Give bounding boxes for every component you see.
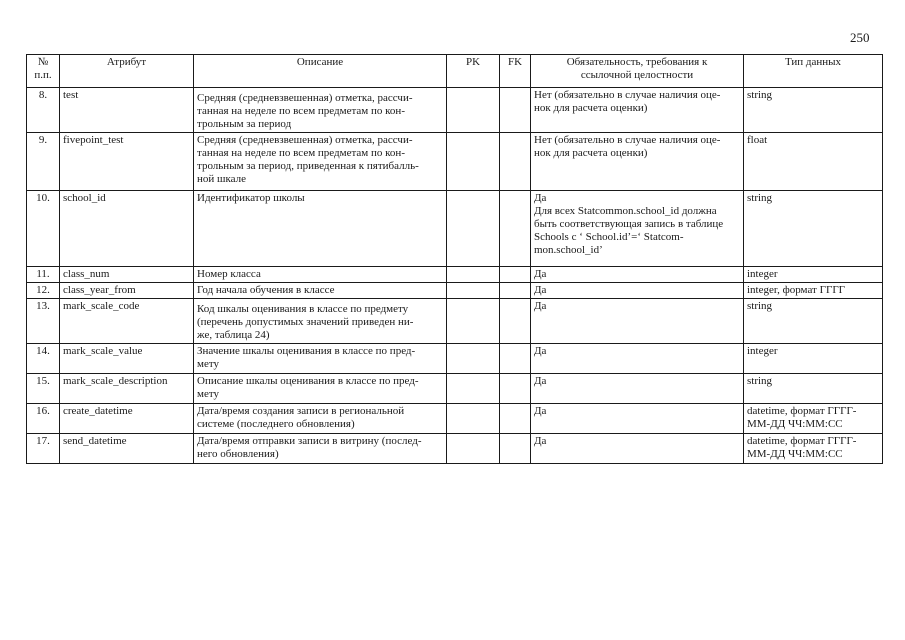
cell-fk (500, 299, 531, 344)
cell-fk (500, 88, 531, 133)
cell-description: Дата/время создания записи в региональной системе (последнего обновления) (194, 404, 447, 434)
cell-num: 14. (27, 344, 60, 374)
table-row (27, 344, 883, 374)
cell-fk (500, 283, 531, 299)
cell-fk (500, 434, 531, 464)
table-row (27, 88, 883, 133)
cell-description: Описание шкалы оценивания в классе по пред- мету (194, 374, 447, 404)
cell-pk (447, 88, 500, 133)
cell-attribute: create_datetime (60, 404, 194, 434)
cell-description: Код шкалы оценивания в классе по предмету (перечень допустимых значений приведен ни- же, таблица 24) (194, 299, 447, 344)
cell-description: Год начала обучения в классе (194, 283, 447, 299)
table-row (27, 191, 883, 267)
cell-description: Средняя (средневзвешенная) отметка, рассчи- танная на неделе по всем предметам по кон- трольным за период (194, 88, 447, 133)
cell-pk (447, 374, 500, 404)
cell-fk (500, 344, 531, 374)
cell-attribute: class_year_from (60, 283, 194, 299)
cell-attribute: mark_scale_value (60, 344, 194, 374)
table-row (27, 283, 883, 299)
cell-requirement: Да (531, 434, 744, 464)
cell-description: Дата/время отправки записи в витрину (послед- него обновления) (194, 434, 447, 464)
header-requirement: Обязательность, требования к ссылочной целостности (531, 55, 744, 88)
cell-attribute: school_id (60, 191, 194, 267)
cell-pk (447, 267, 500, 283)
cell-pk (447, 283, 500, 299)
table-row (27, 299, 883, 344)
cell-fk (500, 404, 531, 434)
cell-type: datetime, формат ГГГГ- ММ-ДД ЧЧ:ММ:СС (744, 404, 883, 434)
header-num: № п.п. (27, 55, 60, 88)
cell-requirement: Да (531, 404, 744, 434)
cell-description: Средняя (средневзвешенная) отметка, рассчи- танная на неделе по всем предметам по кон- трольным за период, приведенная к пятибалль- ной шкале (194, 133, 447, 191)
cell-type: integer (744, 267, 883, 283)
cell-attribute: test (60, 88, 194, 133)
cell-requirement: Да (531, 299, 744, 344)
cell-requirement: Да (531, 344, 744, 374)
table-header-row (27, 55, 883, 88)
cell-num: 17. (27, 434, 60, 464)
cell-pk (447, 404, 500, 434)
cell-type: string (744, 374, 883, 404)
cell-pk (447, 133, 500, 191)
cell-description: Значение шкалы оценивания в классе по пред- мету (194, 344, 447, 374)
cell-num: 16. (27, 404, 60, 434)
cell-attribute: mark_scale_code (60, 299, 194, 344)
page-number: 250 (850, 30, 870, 45)
cell-type: string (744, 191, 883, 267)
cell-fk (500, 133, 531, 191)
cell-type: integer, формат ГГГГ (744, 283, 883, 299)
cell-description: Идентификатор школы (194, 191, 447, 267)
cell-pk (447, 191, 500, 267)
table-row (27, 267, 883, 283)
table-row (27, 434, 883, 464)
cell-num: 11. (27, 267, 60, 283)
cell-attribute: mark_scale_description (60, 374, 194, 404)
cell-num: 9. (27, 133, 60, 191)
cell-num: 12. (27, 283, 60, 299)
cell-pk (447, 344, 500, 374)
cell-pk (447, 299, 500, 344)
cell-requirement: Да Для всех Statcommon.school_id должна быть соответствующая запись в таблице Schools с ‘ School.id’=‘ Statcom- mon.school_id’ (531, 191, 744, 267)
cell-type: float (744, 133, 883, 191)
cell-num: 10. (27, 191, 60, 267)
cell-num: 15. (27, 374, 60, 404)
cell-type: string (744, 88, 883, 133)
cell-pk (447, 434, 500, 464)
attribute-table (26, 54, 883, 464)
cell-type: integer (744, 344, 883, 374)
table-row (27, 404, 883, 434)
cell-attribute: fivepoint_test (60, 133, 194, 191)
table-row (27, 133, 883, 191)
header-fk: FK (500, 55, 531, 88)
header-attribute: Атрибут (60, 55, 194, 88)
cell-fk (500, 191, 531, 267)
cell-attribute: class_num (60, 267, 194, 283)
cell-requirement: Да (531, 283, 744, 299)
table-body (27, 88, 883, 464)
header-type: Тип данных (744, 55, 883, 88)
cell-fk (500, 267, 531, 283)
cell-description: Номер класса (194, 267, 447, 283)
cell-requirement: Да (531, 374, 744, 404)
table-row (27, 374, 883, 404)
cell-num: 13. (27, 299, 60, 344)
cell-requirement: Нет (обязательно в случае наличия оце- нок для расчета оценки) (531, 88, 744, 133)
cell-fk (500, 374, 531, 404)
header-pk: PK (447, 55, 500, 88)
cell-requirement: Да (531, 267, 744, 283)
cell-num: 8. (27, 88, 60, 133)
cell-type: string (744, 299, 883, 344)
cell-attribute: send_datetime (60, 434, 194, 464)
cell-type: datetime, формат ГГГГ- ММ-ДД ЧЧ:ММ:СС (744, 434, 883, 464)
cell-requirement: Нет (обязательно в случае наличия оце- нок для расчета оценки) (531, 133, 744, 191)
header-description: Описание (194, 55, 447, 88)
